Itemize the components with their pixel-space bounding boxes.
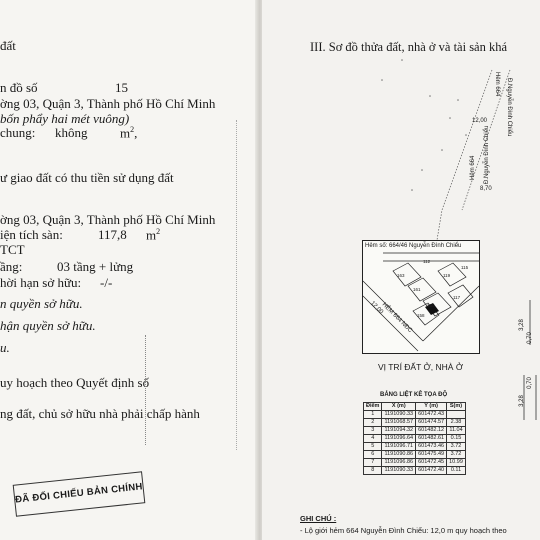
line-floors-label: ầng: xyxy=(0,259,23,274)
note-text: - Lộ giới hẻm 664 Nguyễn Đình Chiểu: 12,0 m quy hoạch theo xyxy=(300,526,507,535)
side-dim-1: 3,28 xyxy=(518,319,525,331)
left-page xyxy=(0,0,262,540)
fold-mark xyxy=(145,335,147,445)
page-crease xyxy=(236,120,238,450)
line-structure: TCT xyxy=(0,242,25,257)
cell: 0.11 xyxy=(447,467,466,475)
cell: 1191096.71 xyxy=(382,443,416,451)
cell: 1191090.33 xyxy=(382,411,416,419)
side-dim-3: 3,28 xyxy=(518,395,525,407)
table-row xyxy=(364,419,466,427)
section-heading: III. Sơ đồ thửa đất, nhà ở và tài sản khá xyxy=(310,40,508,54)
shared-area-value: không xyxy=(55,125,88,140)
road-label-street-2: Đ.Nguyễn Đình Chiểu xyxy=(484,125,490,184)
line-house-address: ờng 03, Quận 3, Thành phố Hồ Chí Minh xyxy=(0,212,216,227)
cell: 601475.49 xyxy=(416,451,447,459)
svg-text:112: 112 xyxy=(423,259,431,264)
cell: 1191090.86 xyxy=(382,451,416,459)
cell: 601472.45 xyxy=(416,459,447,467)
cell: 1191090.33 xyxy=(382,467,416,475)
location-map xyxy=(362,240,480,354)
cell: 7 xyxy=(364,459,382,467)
table-row xyxy=(364,459,466,467)
cell: 1191068.57 xyxy=(382,419,416,427)
map-dim: 12,00 xyxy=(369,300,384,316)
cell: 601472.43 xyxy=(416,411,447,419)
line-ownership-2: hận quyền sở hữu. xyxy=(0,318,96,333)
cell: 2.38 xyxy=(447,419,466,427)
cell: 5 xyxy=(364,443,382,451)
cell: 1 xyxy=(364,411,382,419)
cell: 1191094.32 xyxy=(382,427,416,435)
cell: 10.99 xyxy=(447,459,466,467)
note-title: GHI CHÚ : xyxy=(300,514,337,523)
floors-value: 03 tầng + lửng xyxy=(57,259,134,274)
cell: 0.15 xyxy=(447,435,466,443)
line-obligation: ng đất, chủ sở hữu nhà phải chấp hành xyxy=(0,406,200,421)
line-land: đất xyxy=(0,38,16,53)
svg-text:163: 163 xyxy=(397,273,405,278)
table-row xyxy=(364,451,466,459)
cell: 3.72 xyxy=(447,443,466,451)
map-drawing xyxy=(363,241,479,353)
dim-8-70: 8,70 xyxy=(480,186,492,192)
table-row xyxy=(364,411,466,419)
cell: 601482.61 xyxy=(416,435,447,443)
line-address: ờng 03, Quận 3, Thành phố Hồ Chí Minh xyxy=(0,96,216,111)
svg-text:115: 115 xyxy=(461,265,469,270)
line-shared-label: chung: xyxy=(0,125,36,140)
cell: 601472.40 xyxy=(416,467,447,475)
svg-text:161: 161 xyxy=(413,287,421,292)
svg-text:119: 119 xyxy=(443,273,451,278)
coord-table-title: BẢNG LIỆT KÊ TỌA ĐỘ xyxy=(380,392,448,398)
map-sheet-number: 15 xyxy=(115,80,128,95)
line-planning: uy hoạch theo Quyết định số xyxy=(0,375,150,390)
location-caption: VỊ TRÍ ĐẤT Ở, NHÀ Ở xyxy=(378,362,464,372)
cell: 3.72 xyxy=(447,451,466,459)
table-row xyxy=(364,467,466,475)
cell: 2 xyxy=(364,419,382,427)
cell: 601473.46 xyxy=(416,443,447,451)
coordinate-table xyxy=(363,402,466,475)
term-value: -/- xyxy=(100,275,113,290)
cell: 1191096.86 xyxy=(382,459,416,467)
floor-area-value: 117,8 xyxy=(98,227,127,242)
line-map-sheet: n đồ số xyxy=(0,80,38,95)
line-term-label: hời hạn sở hữu: xyxy=(0,275,82,290)
road-label-street: Đ.Nguyễn Đình Chiểu xyxy=(506,78,512,137)
cell xyxy=(447,411,466,419)
map-road-label: HẺM 664 NĐC xyxy=(380,301,413,335)
side-dim-2: 0,70 xyxy=(526,332,533,344)
cell: 3 xyxy=(364,427,382,435)
column-header: X (m) xyxy=(382,403,416,411)
line-allocation: ư giao đất có thu tiền sử dụng đất xyxy=(0,170,174,185)
table-row xyxy=(364,435,466,443)
table-header-row xyxy=(364,403,466,411)
floor-area-unit: $m^2$ xyxy=(146,227,161,243)
cell: 1191096.64 xyxy=(382,435,416,443)
road-label-hem-2: Hẻm 664 xyxy=(470,155,476,180)
line-ownership-3: u. xyxy=(0,340,10,355)
cell: 6 xyxy=(364,451,382,459)
cell: 601482.12 xyxy=(416,427,447,435)
cell: 11.04 xyxy=(447,427,466,435)
line-ownership-1: n quyền sở hữu. xyxy=(0,296,83,311)
road-label-hem: Hẻm 664 xyxy=(494,72,500,97)
map-title: Hẻm số: 664/46 Nguyễn Đình Chiểu xyxy=(365,243,462,249)
side-dim-4: 0,70 xyxy=(526,377,533,389)
svg-text:158: 158 xyxy=(417,313,425,318)
dim-12: 12,00 xyxy=(472,118,488,124)
svg-text:117: 117 xyxy=(453,295,461,300)
column-header: Điểm xyxy=(364,403,382,411)
line-area-words: bốn phẩy hai mét vuông) xyxy=(0,111,130,126)
table-row xyxy=(364,427,466,435)
cell: 4 xyxy=(364,435,382,443)
cell: 601474.57 xyxy=(416,419,447,427)
certified-copy-stamp: ĐÃ ĐỐI CHIẾU BẢN CHÍNH xyxy=(13,471,146,516)
table-row xyxy=(364,443,466,451)
column-header: S(m) xyxy=(447,403,466,411)
shared-area-unit: $m^2$, xyxy=(120,125,138,141)
svg-text:160: 160 xyxy=(427,303,435,308)
column-header: Y (m) xyxy=(416,403,447,411)
cell: 8 xyxy=(364,467,382,475)
line-floor-area-label: iện tích sàn: xyxy=(0,227,63,242)
